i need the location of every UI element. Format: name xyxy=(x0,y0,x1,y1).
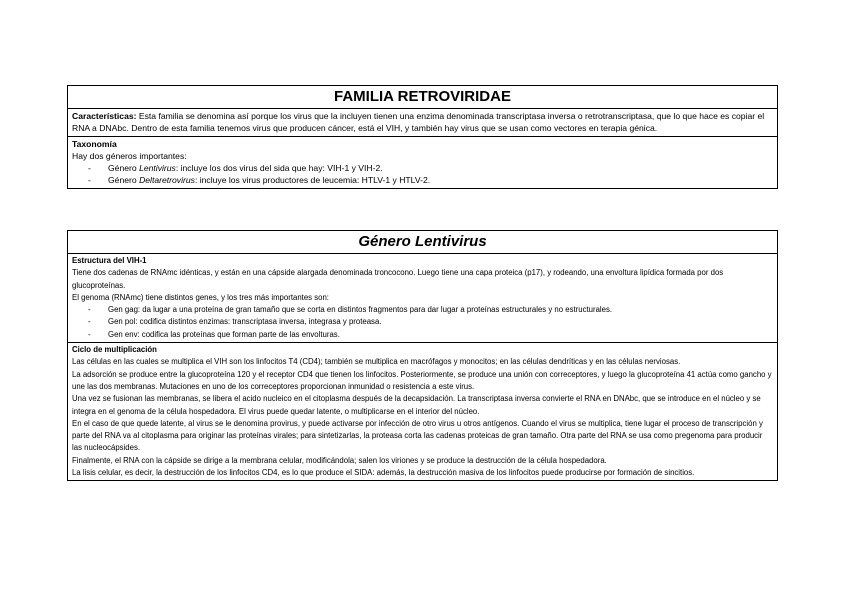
caracteristicas-cell xyxy=(68,109,777,136)
list-item: - Gen pol: codifica distintos enzimas: transcriptasa inversa, integrasa y proteasa. xyxy=(88,316,773,328)
list-item: - Gen env: codifica las proteínas que forman parte de las envolturas. xyxy=(88,329,773,341)
genes-list xyxy=(72,304,773,341)
genus-name: Deltaretrovirus xyxy=(139,175,195,186)
caracteristicas-label: Características: xyxy=(72,111,137,121)
ciclo-cell xyxy=(68,342,777,480)
ciclo-paragraph: Finalmente, el RNA con la cápside se dirige a la membrana celular, modificándola; salen los viriones y se produce la destrucción de la célula hospedadora. xyxy=(72,455,607,465)
taxonomia-cell xyxy=(68,136,777,188)
retroviridae-table xyxy=(67,85,778,189)
caracteristicas-text: Esta familia se denomina así porque los virus que la incluyen tienen una enzima denominada transcriptasa inversa o retrotranscriptasa, que lo que hace es copiar el RNA a DNAbc. Dentro de esta familia tenemos virus que producen cáncer, está el VIH, y también hay virus que se usan como vectores en terapia génica. xyxy=(72,111,765,134)
lentivirus-title: Género Lentivirus xyxy=(68,231,777,254)
estructura-paragraph: Tiene dos cadenas de RNAmc idénticas, y están en una cápside alargada denominada troncocono. Luego tiene una capa proteica (p17), y rodeando, una envoltura lipídica formada por dos glucoproteínas. xyxy=(72,268,724,290)
list-item: - Gen gag: da lugar a una proteína de gran tamaño que se corta en distintos fragmentos para dar lugar a proteínas estructurales y no estructurales. xyxy=(88,304,773,316)
taxonomia-label: Taxonomía xyxy=(72,138,117,149)
retroviridae-title: FAMILIA RETROVIRIDAE xyxy=(68,86,777,109)
estructura-paragraph: El genoma (RNAmc) tiene distintos genes, y los tres más importantes son: xyxy=(72,292,329,302)
estructura-cell xyxy=(68,254,777,342)
ciclo-label: Ciclo de multiplicación xyxy=(72,345,157,355)
ciclo-paragraph: La adsorción se produce entre la glucoproteína 120 y el receptor CD4 que tienen los linfocitos. Posteriormente, se produce una unión con correceptores, y luego la glucoproteína 41 actúa como gancho y une las dos membranas. Mutaciones en uno de los correceptores proporcionan inmunidad o resistencia a este virus. xyxy=(72,369,772,391)
ciclo-paragraph: La lisis celular, es decir, la destrucción de los linfocitos CD4, es lo que produce el SIDA: además, la destrucción masiva de los linfocitos puede producirse por formación de sincitios. xyxy=(72,468,695,478)
generos-list xyxy=(72,162,773,187)
taxonomia-intro: Hay dos géneros importantes: xyxy=(72,150,187,161)
lentivirus-table xyxy=(67,230,778,481)
ciclo-paragraph: En el caso de que quede latente, al virus se le denomina provirus, y puede activarse por infección de otro virus u otros antígenos. Cuando el virus se multiplica, tiene lugar el proceso de transcripción y parte del RNA va al citoplasma para originar las proteínas virales; para sintetizarlas, la proteasa corta las cadenas proteicas de gran tamaño. Otra parte del RNA se usa como pregenoma para producir las nucleocápsides. xyxy=(72,418,763,453)
list-item: - Género Lentivirus: incluye los dos virus del sida que hay: VIH-1 y VIH-2. xyxy=(88,162,773,174)
ciclo-paragraph: Las células en las cuales se multiplica el VIH son los linfocitos T4 (CD4); también se multiplica en macrófagos y monocitos; en las células dendríticas y en las células nerviosas. xyxy=(72,357,681,367)
estructura-label: Estructura del VIH-1 xyxy=(72,256,147,265)
genus-name: Lentivirus xyxy=(139,163,176,174)
ciclo-paragraph: Una vez se fusionan las membranas, se libera el acido nucleico en el citoplasma después de la decapsidación. La transcriptasa inversa convierte el RNA en DNAbc, que se introduce en el núcleo y se integra en el genoma de la célula hospedadora. El virus puede quedar latente, o multiplicarse en el interior del núcleo. xyxy=(72,394,761,416)
list-item: - Género Deltaretrovirus: incluye los virus productores de leucemia: HTLV-1 y HTLV-2. xyxy=(88,174,773,186)
